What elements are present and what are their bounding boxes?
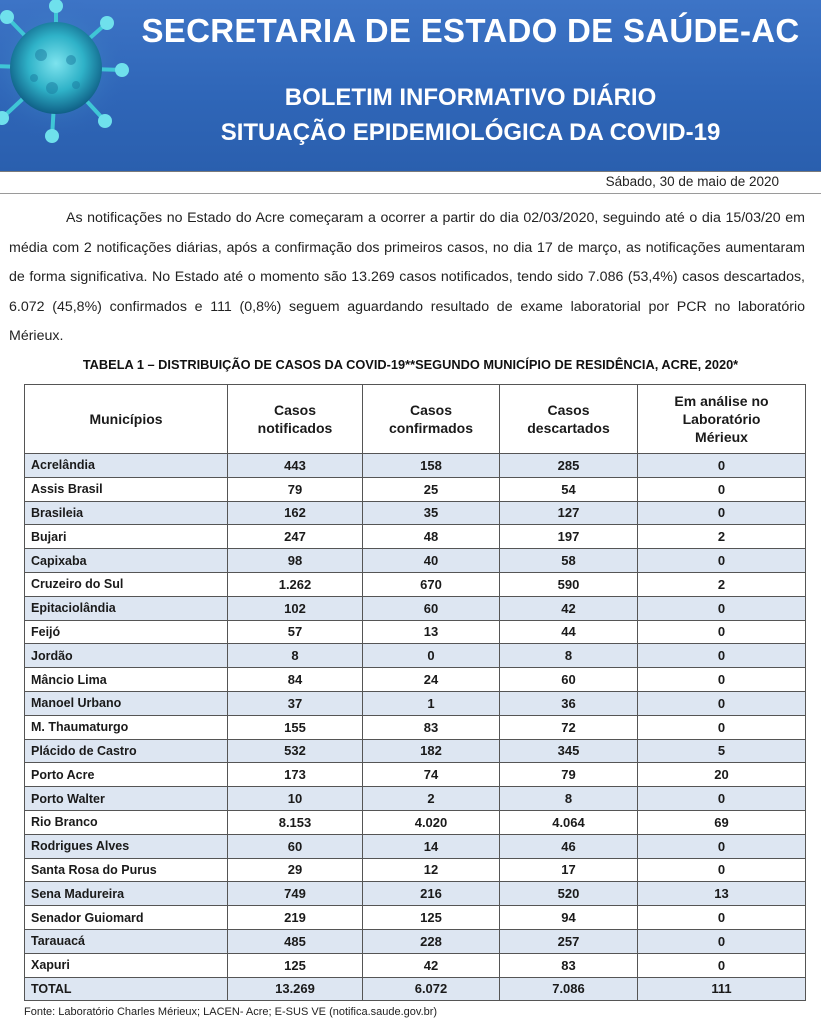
table-row [25, 810, 806, 834]
total-row [25, 977, 806, 1001]
descartados-cell: 36 [500, 691, 638, 715]
analise-cell: 0 [638, 858, 806, 882]
table-row [25, 929, 806, 953]
descartados-cell: 54 [500, 477, 638, 501]
notificados-cell: 84 [228, 668, 363, 692]
bulletin-subtitle: BOLETIM INFORMATIVO DIÁRIO [284, 84, 657, 111]
table-row [25, 763, 806, 787]
analise-cell: 5 [638, 739, 806, 763]
analise-cell: 0 [638, 691, 806, 715]
descartados-cell: 58 [500, 549, 638, 573]
municipio-cell: Epitaciolândia [25, 596, 228, 620]
municipio-cell: Rodrigues Alves [25, 834, 228, 858]
analise-cell: 0 [638, 668, 806, 692]
confirmados-cell: 25 [363, 477, 500, 501]
notificados-cell: 443 [228, 454, 363, 478]
table-row [25, 715, 806, 739]
analise-cell: 0 [638, 834, 806, 858]
municipio-cell: Rio Branco [25, 810, 228, 834]
table-row [25, 906, 806, 930]
confirmados-cell: 13 [363, 620, 500, 644]
notificados-cell: 79 [228, 477, 363, 501]
table-row [25, 620, 806, 644]
analise-cell: 69 [638, 810, 806, 834]
confirmados-cell: 48 [363, 525, 500, 549]
bulletin-header [0, 0, 821, 172]
descartados-cell: 8 [500, 644, 638, 668]
confirmados-cell: 216 [363, 882, 500, 906]
descartados-cell: 8 [500, 787, 638, 811]
municipio-cell: Cruzeiro do Sul [25, 572, 228, 596]
notificados-cell: 155 [228, 715, 363, 739]
descartados-cell: 257 [500, 929, 638, 953]
column-header-municipios: Municípios [25, 385, 228, 454]
confirmados-cell: 670 [363, 572, 500, 596]
descartados-cell: 72 [500, 715, 638, 739]
municipio-cell: Porto Acre [25, 763, 228, 787]
descartados-cell: 345 [500, 739, 638, 763]
municipio-cell: Xapuri [25, 953, 228, 977]
analise-cell: 0 [638, 549, 806, 573]
analise-cell: 20 [638, 763, 806, 787]
descartados-cell: 60 [500, 668, 638, 692]
notificados-cell: 98 [228, 549, 363, 573]
table-row [25, 525, 806, 549]
confirmados-cell: 42 [363, 953, 500, 977]
municipio-cell: Mâncio Lima [25, 668, 228, 692]
confirmados-cell: 2 [363, 787, 500, 811]
total-descartados: 7.086 [500, 977, 638, 1001]
intro-paragraph: As notificações no Estado do Acre começaram a ocorrer a partir do dia 02/03/2020, seguindo até o dia 15/03/20 em média com 2 notificações diárias, após a confirmação dos primeiros casos, no dia 17 de março, as notificações aumentaram de forma significativa. No Estado até o momento são 13.269 casos notificados, tendo sido 7.086 (53,4%) casos descartados, 6.072 (45,8%) confirmados e 111 (0,8%) seguem aguardando resultado de exame laboratorial por PCR no laboratório Mérieux. [9, 210, 805, 344]
descartados-cell: 590 [500, 572, 638, 596]
confirmados-cell: 35 [363, 501, 500, 525]
confirmados-cell: 74 [363, 763, 500, 787]
table-row [25, 668, 806, 692]
confirmados-cell: 1 [363, 691, 500, 715]
municipio-cell: Plácido de Castro [25, 739, 228, 763]
total-confirmados: 6.072 [363, 977, 500, 1001]
notificados-cell: 60 [228, 834, 363, 858]
municipio-cell: Senador Guiomard [25, 906, 228, 930]
notificados-cell: 219 [228, 906, 363, 930]
municipio-cell: Sena Madureira [25, 882, 228, 906]
analise-cell: 0 [638, 906, 806, 930]
analise-cell: 0 [638, 477, 806, 501]
descartados-cell: 127 [500, 501, 638, 525]
notificados-cell: 10 [228, 787, 363, 811]
table-row [25, 644, 806, 668]
descartados-cell: 520 [500, 882, 638, 906]
confirmados-cell: 182 [363, 739, 500, 763]
municipio-cell: Tarauacá [25, 929, 228, 953]
analise-cell: 0 [638, 715, 806, 739]
municipio-cell: Capixaba [25, 549, 228, 573]
municipio-cell: Acrelândia [25, 454, 228, 478]
municipio-cell: M. Thaumaturgo [25, 715, 228, 739]
confirmados-cell: 158 [363, 454, 500, 478]
notificados-cell: 173 [228, 763, 363, 787]
source-footnote: Fonte: Laboratório Charles Mérieux; LACEN- Acre; E-SUS VE (notifica.saude.gov.br) [24, 1006, 438, 1018]
confirmados-cell: 14 [363, 834, 500, 858]
municipio-cell: Porto Walter [25, 787, 228, 811]
table-row [25, 739, 806, 763]
analise-cell: 2 [638, 525, 806, 549]
analise-cell: 0 [638, 596, 806, 620]
analise-cell: 0 [638, 620, 806, 644]
descartados-cell: 83 [500, 953, 638, 977]
table-row [25, 596, 806, 620]
descartados-cell: 79 [500, 763, 638, 787]
notificados-cell: 1.262 [228, 572, 363, 596]
column-header-confirmados: Casos confirmados [363, 385, 500, 454]
confirmados-cell: 24 [363, 668, 500, 692]
analise-cell: 0 [638, 787, 806, 811]
notificados-cell: 749 [228, 882, 363, 906]
total-analise: 111 [638, 977, 806, 1001]
table-row [25, 787, 806, 811]
municipio-cell: Santa Rosa do Purus [25, 858, 228, 882]
descartados-cell: 46 [500, 834, 638, 858]
table-row [25, 549, 806, 573]
notificados-cell: 57 [228, 620, 363, 644]
descartados-cell: 4.064 [500, 810, 638, 834]
analise-cell: 0 [638, 454, 806, 478]
table-row [25, 454, 806, 478]
table-row [25, 858, 806, 882]
municipio-cell: Brasileia [25, 501, 228, 525]
notificados-cell: 29 [228, 858, 363, 882]
municipio-cell: Assis Brasil [25, 477, 228, 501]
table-row [25, 834, 806, 858]
table-row [25, 477, 806, 501]
total-label: TOTAL [25, 977, 228, 1001]
notificados-cell: 102 [228, 596, 363, 620]
page-title: SECRETARIA DE ESTADO DE SAÚDE-AC [141, 12, 800, 49]
descartados-cell: 44 [500, 620, 638, 644]
confirmados-cell: 228 [363, 929, 500, 953]
table-row [25, 501, 806, 525]
bulletin-topic: SITUAÇÃO EPIDEMIOLÓGICA DA COVID-19 [220, 119, 721, 146]
analise-cell: 0 [638, 929, 806, 953]
notificados-cell: 162 [228, 501, 363, 525]
notificados-cell: 8 [228, 644, 363, 668]
table-row [25, 882, 806, 906]
descartados-cell: 42 [500, 596, 638, 620]
confirmados-cell: 4.020 [363, 810, 500, 834]
descartados-cell: 17 [500, 858, 638, 882]
municipio-cell: Bujari [25, 525, 228, 549]
table-row [25, 953, 806, 977]
cases-table [24, 384, 806, 1001]
column-header-descartados: Casos descartados [500, 385, 638, 454]
notificados-cell: 125 [228, 953, 363, 977]
confirmados-cell: 12 [363, 858, 500, 882]
table-title: TABELA 1 – DISTRIBUIÇÃO DE CASOS DA COVID-19**SEGUNDO MUNICÍPIO DE RESIDÊNCIA, ACRE, 2020* [82, 357, 739, 372]
confirmados-cell: 40 [363, 549, 500, 573]
descartados-cell: 197 [500, 525, 638, 549]
table-row [25, 691, 806, 715]
table-header-row [25, 385, 806, 454]
bulletin-date: Sábado, 30 de maio de 2020 [605, 174, 779, 189]
table-row [25, 572, 806, 596]
confirmados-cell: 125 [363, 906, 500, 930]
descartados-cell: 94 [500, 906, 638, 930]
confirmados-cell: 83 [363, 715, 500, 739]
divider [0, 171, 821, 172]
notificados-cell: 37 [228, 691, 363, 715]
divider [0, 193, 821, 194]
column-header-em-analise: Em análise no Laboratório Mérieux [638, 385, 806, 454]
analise-cell: 2 [638, 572, 806, 596]
coronavirus-icon [0, 0, 136, 150]
descartados-cell: 285 [500, 454, 638, 478]
notificados-cell: 8.153 [228, 810, 363, 834]
municipio-cell: Manoel Urbano [25, 691, 228, 715]
confirmados-cell: 0 [363, 644, 500, 668]
notificados-cell: 485 [228, 929, 363, 953]
column-header-notificados: Casos notificados [228, 385, 363, 454]
analise-cell: 0 [638, 644, 806, 668]
total-notificados: 13.269 [228, 977, 363, 1001]
analise-cell: 13 [638, 882, 806, 906]
analise-cell: 0 [638, 953, 806, 977]
analise-cell: 0 [638, 501, 806, 525]
notificados-cell: 247 [228, 525, 363, 549]
municipio-cell: Feijó [25, 620, 228, 644]
municipio-cell: Jordão [25, 644, 228, 668]
notificados-cell: 532 [228, 739, 363, 763]
confirmados-cell: 60 [363, 596, 500, 620]
